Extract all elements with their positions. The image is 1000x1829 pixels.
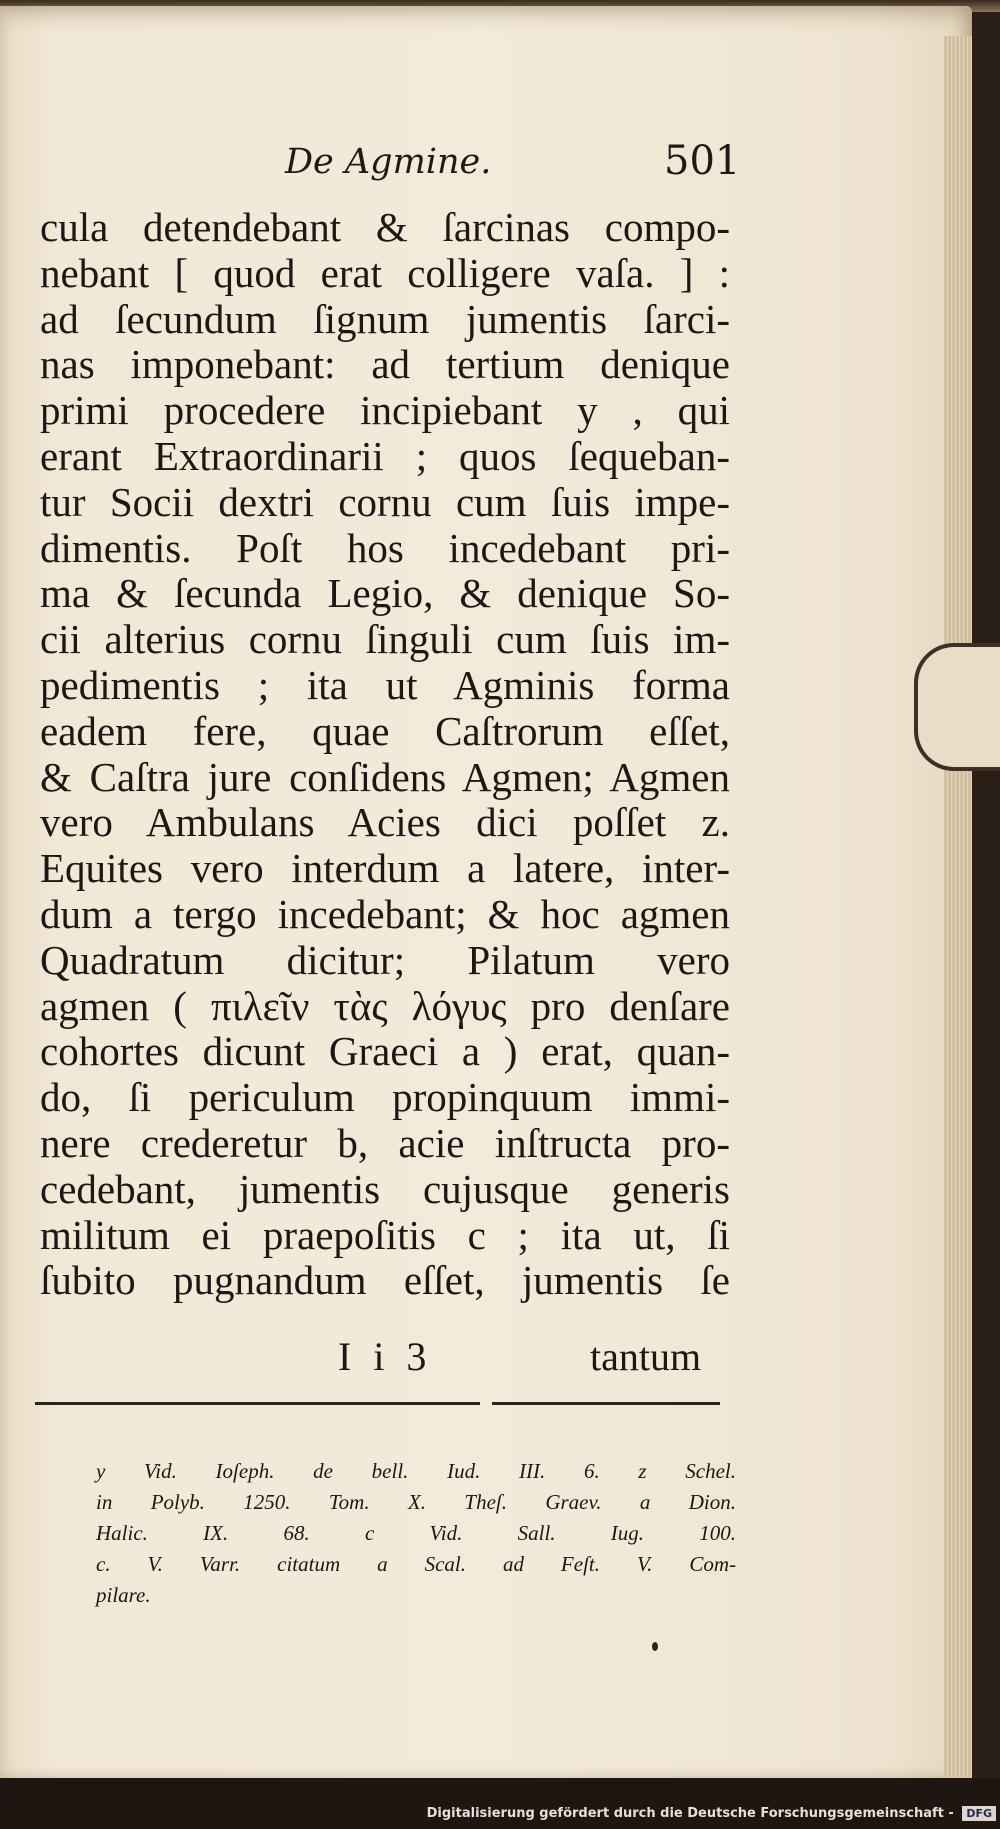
catchword: tantum bbox=[590, 1334, 702, 1379]
footnote-line: c. V. Varr. citatum a Scal. ad Feſt. V. Com- bbox=[96, 1552, 736, 1576]
text-line: Equites vero interdum a latere, inter- bbox=[40, 845, 730, 892]
text-line: do, ſi periculum propinquum immi- bbox=[40, 1074, 730, 1121]
text-line: ad ſecundum ſignum jumentis ſarci- bbox=[40, 295, 730, 342]
ink-speck bbox=[652, 1642, 658, 1651]
dfg-logo: DFG bbox=[962, 1806, 996, 1821]
text-line: cedebant, jumentis cujusque generis bbox=[40, 1165, 730, 1212]
text-line: erant Extraordinarii ; quos ſequeban- bbox=[40, 432, 730, 479]
text-line: militum ei praepoſitis c ; ita ut, ſi bbox=[40, 1211, 730, 1258]
text-line: ſubito pugnandum eſſet, jumentis ſe bbox=[40, 1257, 730, 1304]
footnote-line: Halic. IX. 68. c Vid. Sall. Iug. 100. bbox=[96, 1521, 736, 1545]
text-line: dimentis. Poſt hos incedebant pri- bbox=[40, 524, 730, 571]
text-line: agmen ( πιλεῖν τὰς λόγυς pro denſare bbox=[40, 982, 730, 1029]
running-title: De Agmine. bbox=[285, 142, 492, 182]
digitization-credit bbox=[427, 1806, 996, 1821]
bookmark-tab bbox=[914, 643, 1000, 771]
printer-signature: I i 3 bbox=[338, 1334, 433, 1379]
text-line: vero Ambulans Acies dici poſſet z. bbox=[40, 799, 730, 846]
text-line: nas imponebant: ad tertium denique bbox=[40, 341, 730, 388]
text-line: ma & ſecunda Legio, & denique So- bbox=[40, 570, 730, 617]
footnote-rule-right bbox=[492, 1402, 720, 1405]
text-line: dum a tergo incedebant; & hoc agmen bbox=[40, 890, 730, 937]
credit-text: Digitalisierung gefördert durch die Deutsche Forschungsgemeinschaft - bbox=[426, 1806, 954, 1821]
text-line: Quadratum dicitur; Pilatum vero bbox=[40, 936, 730, 983]
scan-bottom-band bbox=[0, 1778, 1000, 1829]
text-line: & Caſtra jure conſidens Agmen; Agmen bbox=[40, 753, 730, 800]
text-line: nere crederetur b, acie inſtructa pro- bbox=[40, 1119, 730, 1166]
page-header bbox=[0, 138, 972, 188]
footnote-line: y Vid. Ioſeph. de bell. Iud. III. 6. z Schel. bbox=[96, 1459, 736, 1483]
text-line: primi procedere incipiebant y , qui bbox=[40, 387, 730, 434]
footnote-line: pilare. bbox=[96, 1583, 151, 1607]
body-text bbox=[40, 205, 730, 1304]
text-line: cula detendebant & ſarcinas compo- bbox=[40, 204, 730, 250]
text-line: cii alterius cornu ſinguli cum ſuis im- bbox=[40, 616, 730, 663]
text-line: cohortes dicunt Graeci a ) erat, quan- bbox=[40, 1028, 730, 1075]
signature-line bbox=[0, 1333, 972, 1383]
page-number: 501 bbox=[664, 138, 741, 184]
text-line: eadem fere, quae Caſtrorum eſſet, bbox=[40, 707, 730, 754]
text-line: tur Socii dextri cornu cum ſuis impe- bbox=[40, 478, 730, 525]
text-line: nebant [ quod erat colligere vaſa. ] : bbox=[40, 249, 730, 296]
text-line: pedimentis ; ita ut Agminis forma bbox=[40, 661, 730, 708]
page-fore-edge bbox=[944, 36, 972, 1786]
footnote-rule-left bbox=[35, 1402, 480, 1405]
footnotes bbox=[96, 1456, 736, 1611]
footnote-line: in Polyb. 1250. Tom. X. Theſ. Graev. a Dion. bbox=[96, 1490, 736, 1514]
